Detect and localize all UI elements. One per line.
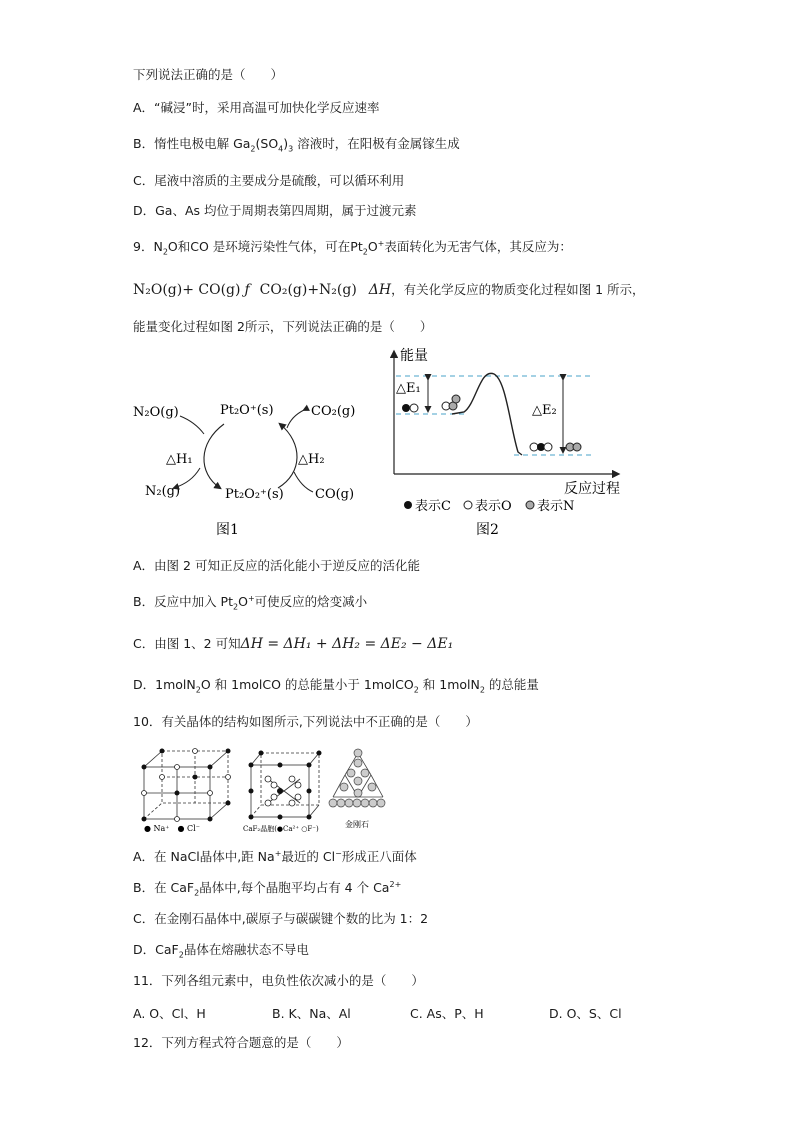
q9-equation: N₂O(g)+ CO(g) ƒ CO₂(g)+N₂(g) ΔH，有关化学反应的物质变化过程如图 1 所示， bbox=[133, 282, 645, 298]
fig1-dh2: △H₂ bbox=[298, 452, 325, 467]
nacl-legend: ● Na⁺ ● Cl⁻ bbox=[144, 824, 200, 833]
q11-stem: 11．下列各组元素中，电负性依次减小的是（ ） bbox=[133, 973, 424, 988]
fig1-n2o: N₂O(g) bbox=[133, 405, 179, 420]
fig2-de1: △E₁ bbox=[396, 381, 421, 396]
diamond-label: 金刚石 bbox=[345, 820, 369, 829]
fig2-legend-o: 表示O bbox=[475, 499, 512, 514]
figure-2-energy-diagram bbox=[380, 346, 645, 538]
fig1-pt2o2: Pt₂O₂⁺(s) bbox=[225, 487, 284, 502]
nacl-crystal-figure bbox=[136, 745, 236, 833]
fig2-legend-n: 表示N bbox=[537, 499, 575, 514]
q10-option-a: A．在 NaCl晶体中,距 Na+最近的 Cl−形成正八面体 bbox=[133, 848, 417, 864]
q11-option-a: A. O、Cl、H bbox=[133, 1006, 206, 1021]
diamond-crystal-figure bbox=[323, 745, 393, 833]
q12-stem: 12．下列方程式符合题意的是（ ） bbox=[133, 1035, 349, 1050]
fig2-caption: 图2 bbox=[476, 522, 499, 538]
fig2-xlabel: 反应过程 bbox=[564, 481, 620, 497]
fig1-co2: CO₂(g) bbox=[311, 404, 356, 419]
q9-option-c: C．由图 1、2 可知ΔH = ΔH₁ + ΔH₂ = ΔE₂ − ΔE₁ bbox=[133, 636, 454, 652]
fig2-ylabel: 能量 bbox=[400, 348, 428, 364]
q8-option-d: D．Ga、As 均位于周期表第四周期，属于过渡元素 bbox=[133, 203, 417, 218]
q9-option-b: B．反应中加入 $Pt_2O^+$可使反应的焓变减小 bbox=[133, 593, 368, 612]
fig1-dh1: △H₁ bbox=[166, 452, 193, 467]
q10-stem: 10．有关晶体的结构如图所示,下列说法中不正确的是（ ） bbox=[133, 714, 478, 729]
q10-option-d: D．CaF$_2$晶体在熔融状态不导电 bbox=[133, 942, 309, 960]
fig1-n2: N₂(g) bbox=[145, 484, 181, 499]
q9-stem: 9．$N_2O$和CO 是环境污染性气体，可在$Pt_2O^+$表面转化为无害气体，其反应为： bbox=[133, 238, 572, 257]
q8-option-c: C．尾液中溶质的主要成分是硫酸，可以循环利用 bbox=[133, 173, 405, 188]
q8-option-b: B．惰性电极电解 $Ga_2(SO_4)_3$ 溶液时，在阳极有金属镓生成 bbox=[133, 136, 460, 154]
q9-option-a: A．由图 2 可知正反应的活化能小于逆反应的活化能 bbox=[133, 558, 420, 573]
q9-stem-line3: 能量变化过程如图 2所示，下列说法正确的是（ ） bbox=[133, 319, 433, 334]
q11-option-d: D. O、S、Cl bbox=[549, 1006, 622, 1021]
fig1-co: CO(g) bbox=[315, 487, 355, 502]
q11-option-b: B. K、Na、Al bbox=[272, 1006, 351, 1021]
fig1-caption: 图1 bbox=[216, 522, 239, 538]
q10-option-b: B．在 CaF$_2$晶体中,每个晶胞平均占有 4 个 $Ca^{2+}$ bbox=[133, 879, 402, 898]
q11-option-c: C. As、P、H bbox=[410, 1006, 484, 1021]
fig2-legend-c: 表示C bbox=[415, 499, 451, 514]
q10-option-c: C．在金刚石晶体中,碳原子与碳碳键个数的比为 1：2 bbox=[133, 911, 429, 926]
q8-option-a: A．“碱浸”时，采用高温可加快化学反应速率 bbox=[133, 100, 380, 115]
caf2-legend: CaF₂晶胞(●Ca²⁺ ○F⁻) bbox=[243, 825, 319, 833]
caf2-crystal-figure bbox=[243, 745, 323, 833]
figure-1-reaction-cycle bbox=[128, 388, 368, 538]
fig1-pt2o: Pt₂O⁺(s) bbox=[220, 403, 274, 418]
fig2-de2: △E₂ bbox=[532, 403, 557, 418]
q9-option-d: D．1molN$_2$O 和 1molCO 的总能量小于 1molCO$_2$ 和 1molN$_2$ 的总能量 bbox=[133, 677, 539, 695]
q8-stem: 下列说法正确的是（ ） bbox=[133, 67, 284, 82]
